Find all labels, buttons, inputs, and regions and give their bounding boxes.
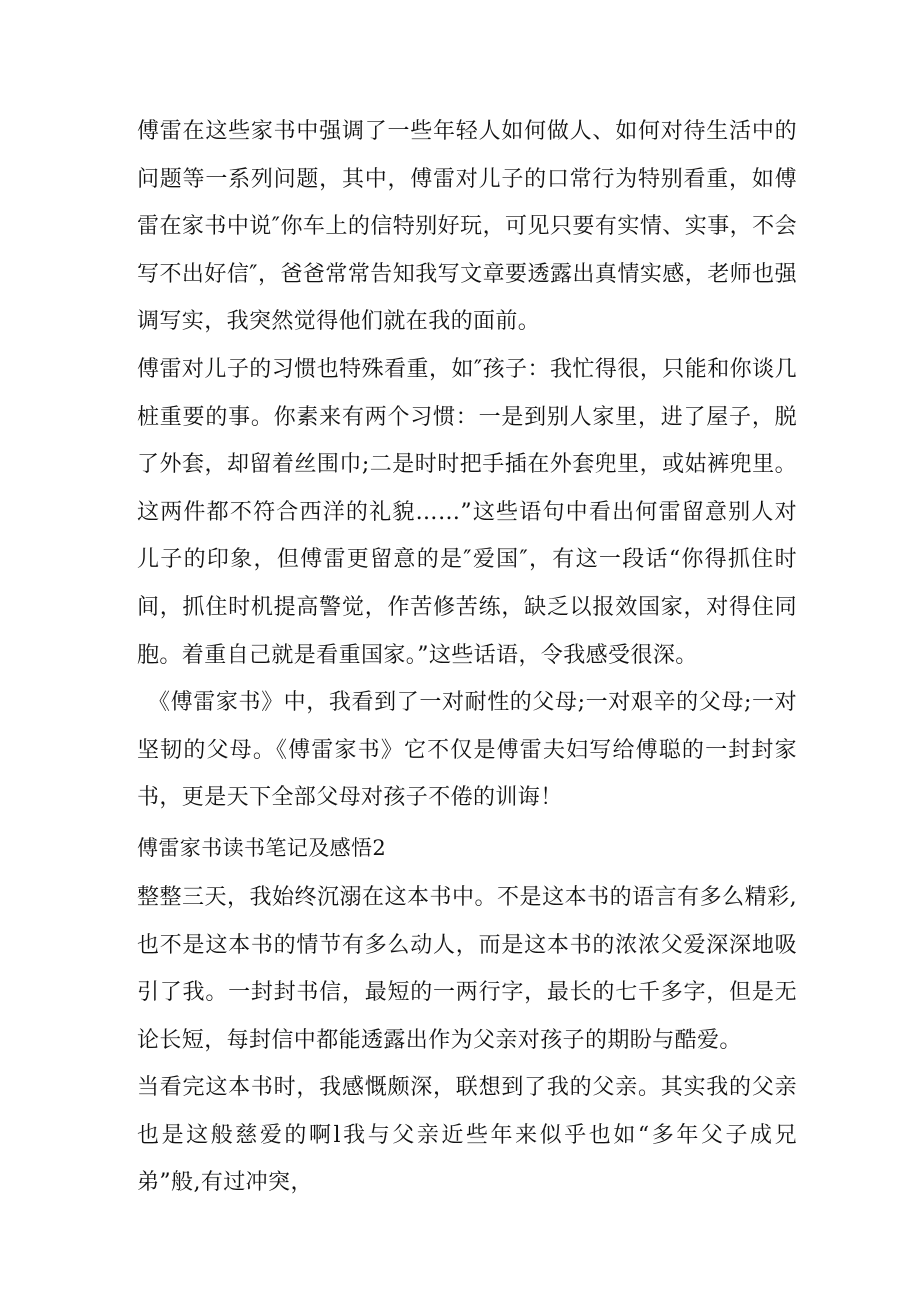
paragraph-4: 整整三天，我始终沉溺在这本书中。不是这本书的语言有多么精彩,也不是这本书的情节有多么动人，而是这本书的浓浓父爱深深地吸引了我。一封封书信，最短的一两行字，最长的七千多字，但是无论长短，每封信中都能透露出作为父亲对孩子的期盼与酷爱。 — [137, 884, 797, 1053]
document-body — [137, 108, 797, 1207]
section-heading: 傅雷家书读书笔记及感悟2 — [137, 835, 387, 860]
paragraph-3: 《傅雷家书》中，我看到了一对耐性的父母;一对艰辛的父母;一对坚韧的父母。《傅雷家书》它不仅是傅雷夫妇写给傅聪的一封封家书，更是天下全部父母对孩子不倦的训诲！ — [137, 690, 797, 811]
paragraph-1: 傅雷在这些家书中强调了一些年轻人如何做人、如何对待生活中的问题等一系列问题，其中，傅雷对儿子的口常行为特别看重，如傅雷在家书中说″你车上的信特别好玩，可见只要有实情、实事，不会写不出好信″，爸爸常常告知我写文章要透露出真情实感，老师也强调写实，我突然觉得他们就在我的面前。 — [137, 119, 797, 335]
paragraph-2: 傅雷对儿子的习惯也特殊看重，如″孩子：我忙得很，只能和你谈几桩重要的事。你素来有两个习惯：一是到别人家里，进了屋子，脱了外套，却留着丝围巾;二是时时把手插在外套兜里，或姑裤兜里。这两件都不符合西洋的礼貌……”这些语句中看出何雷留意别人对儿子的印象，但傅雷更留意的是″爱国″，有这一段话“你得抓住时间，抓住时机提高警觉，作苦修苦练，缺乏以报效国家，对得住同胞。着重自己就是看重国家。”这些话语，令我感受很深。 — [137, 356, 797, 668]
paragraph-5: 当看完这本书时，我感慨颇深，联想到了我的父亲。其实我的父亲也是这般慈爱的啊l我与父亲近些年来似乎也如“多年父子成兄弟”般,有过冲突， — [137, 1075, 797, 1196]
